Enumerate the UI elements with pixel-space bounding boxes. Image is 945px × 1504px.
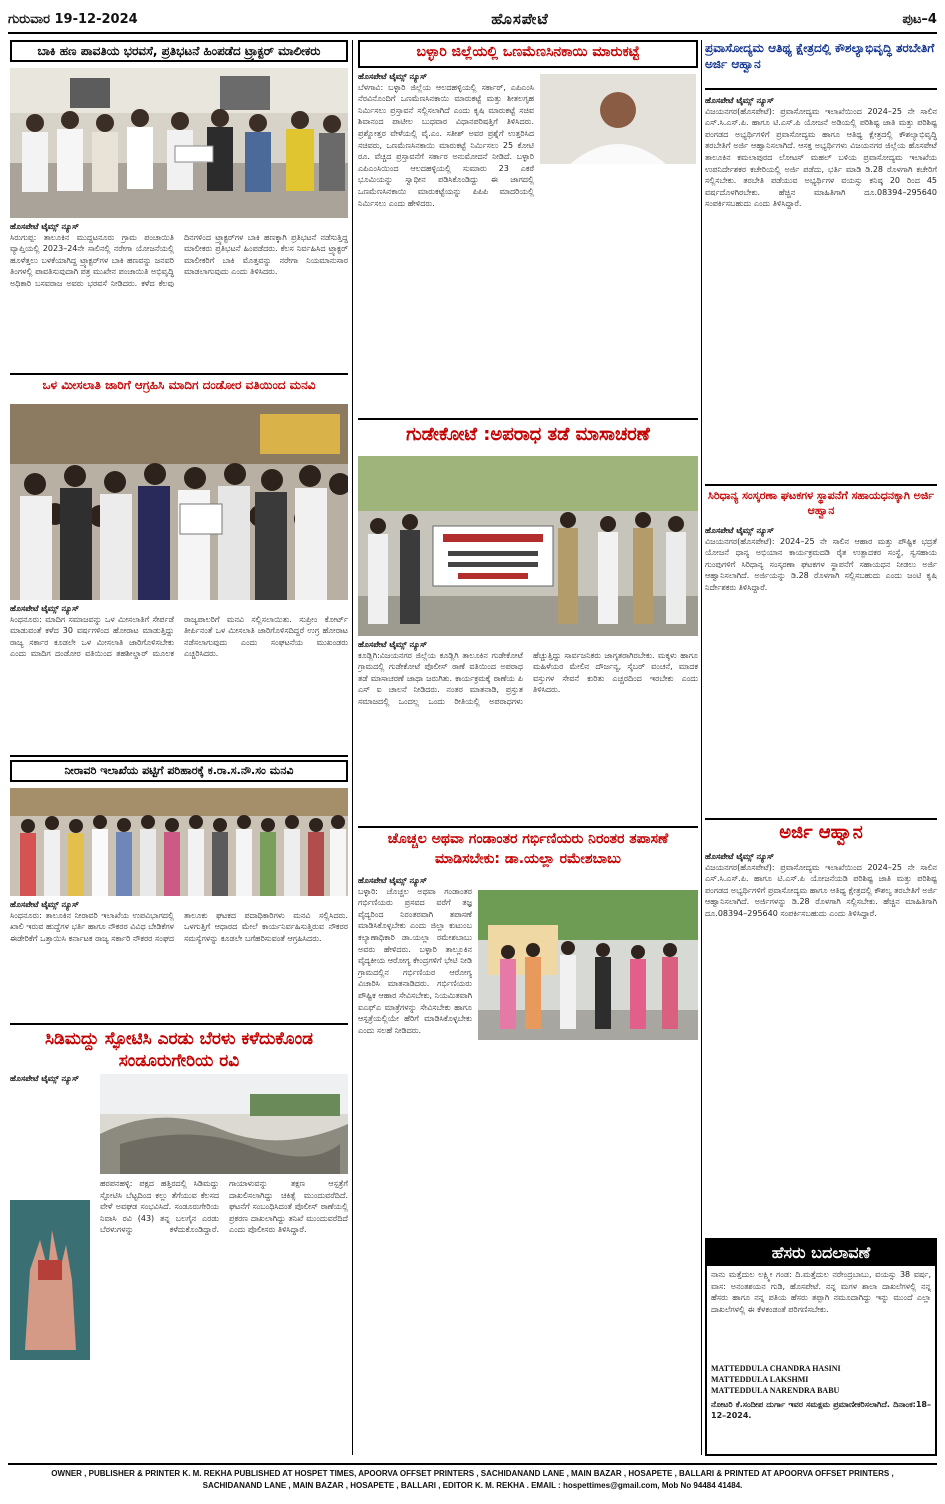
news-photo — [10, 404, 348, 600]
article-millet-units-body — [705, 526, 937, 814]
article-blast-injury-body — [10, 1088, 348, 1453]
byline: ಹೊಸಪೇಟೆ ಟೈಮ್ಸ್ ನ್ಯೂಸ್ — [358, 640, 427, 649]
article-text: ಸಿರುಗುಪ್ಪ: ತಾಲೂಕಿನ ಮುದ್ದಟನೂರು ಗ್ರಾಮ ಪಂಚಾಯಿತಿ ವ್ಯಾಪ್ತಿಯಲ್ಲಿ 2023–24ನೇ ಸಾಲಿನಲ್ಲಿ ನರೇಗಾ ಯೋಜನೆಯಲ್ಲಿ ಹೂಳೆತ್ತಲು ಬಳಕೆಯಾಗಿದ್ದ ಟ್ರ್ಯಾಕ್ಟರ್‌ಗಳ ಬಾಕಿ ಹಣವನ್ನು ಜನವರಿ ತಿಂಗಳಲ್ಲಿ ಪಾವತಿಸುವುದಾಗಿ ಪತ್ರ ಮುಖೇನ ಪಂಚಾಯಿತಿ ಅಭಿವೃದ್ಧಿ ಅಧಿಕಾರಿ ಬಸವರಾಜ ಅವರು ಭರವಸೆ ನೀಡಿದರು. ಕಳೆದ ಕೆಲವು ದಿನಗಳಿಂದ ಟ್ರ್ಯಾಕ್ಟರ್‌ಗಳ ಬಾಕಿ ಹಣಕ್ಕಾಗಿ ಪ್ರತಿಭಟನೆ ನಡೆಸುತ್ತಿದ್ದ ಮಾಲೀಕರು ಪ್ರತಿಭಟನೆ ಹಿಂಪಡೆದರು. ಕೆಲಸ ನಿರ್ವಹಿಸಿದ ಟ್ರ್ಯಾಕ್ಟರ್ ಮಾಲೀಕರಿಗೆ ಬಾಕಿ ಮೊತ್ತವನ್ನು ನರೇಗಾ ನಿಯಮಾನುಸಾರ ಮಾಡಲಾಗುವುದು ಎಂದು ತಿಳಿಸಿದರು. — [10, 232, 348, 288]
notice-name: MATTEDDULA CHANDRA HASINI — [711, 1364, 841, 1373]
article-separator — [358, 418, 698, 420]
article-tractor-owners-body — [10, 222, 348, 370]
byline: ಹೊಸಪೇಟೆ ಟೈಮ್ಸ್ ನ್ಯೂಸ್ — [10, 1074, 79, 1083]
byline: ಹೊಸಪೇಟೆ ಟೈಮ್ಸ್ ನ್ಯೂಸ್ — [358, 876, 427, 885]
article-text: ಸಿಂಧನೂರು: ತಾಲೂಕಿನ ನೀರಾವರಿ ಇಲಾಖೆಯ ಉಪವಿಭಾಗದಲ್ಲಿ ಖಾಲಿ ಇರುವ ಹುದ್ದೆಗಳ ಭರ್ತಿ ಹಾಗೂ ನೌಕರರ ವಿವಿಧ ಬೇಡಿಕೆಗಳ ಈಡೇರಿಕೆಗೆ ಒತ್ತಾಯಿಸಿ ಕರ್ನಾಟಕ ರಾಜ್ಯ ಸರ್ಕಾರಿ ನೌಕರರ ಸಂಘದ ತಾಲೂಕು ಘಟಕದ ಪದಾಧಿಕಾರಿಗಳು ಮನವಿ ಸಲ್ಲಿಸಿದರು. ಒಳಗುತ್ತಿಗೆ ಆಧಾರದ ಮೇಲೆ ಕಾರ್ಯನಿರ್ವಹಿಸುತ್ತಿರುವ ನೌಕರರ ಸಮಸ್ಯೆಗಳನ್ನು ಕೂಡಲೇ ಬಗೆಹರಿಸುವಂತೆ ಆಗ್ರಹಿಸಿದರು. — [10, 910, 348, 943]
byline: ಹೊಸಪೇಟೆ ಟೈಮ್ಸ್ ನ್ಯೂಸ್ — [705, 852, 774, 861]
headline: ಬಳ್ಳಾರಿ ಜಿಲ್ಲೆಯಲ್ಲಿ ಒಣಮೆಣಸಿನಕಾಯಿ ಮಾರುಕಟ್ಟೆ — [358, 40, 698, 68]
article-separator — [358, 826, 698, 828]
news-photo — [358, 456, 698, 636]
article-blast-injury — [10, 1028, 348, 1072]
article-pregnant-checkup — [358, 830, 698, 870]
issue-date: ಗುರುವಾರ 19-12-2024 — [8, 11, 138, 27]
headline: ಚೊಚ್ಚಲ ಅಥವಾ ಗಂಡಾಂತರ ಗರ್ಭಿಣಿಯರು ನಿರಂತರ ತಪಾಸಣೆ ಮಾಡಿಸಬೇಕು: ಡಾ.ಯಲ್ಲಾ ರಮೇಶಬಾಬು — [387, 831, 669, 867]
article-millet-units — [705, 488, 937, 522]
photo-group-memorandum — [10, 404, 348, 600]
imprint-line: OWNER , PUBLISHER & PRINTER K. M. REKHA PUBLISHED AT HOSPET TIMES, APOORVA OFFSET PRINTERS , SACHIDANAND LANE , MAIN BAZAR , HOSAPETE , BALLARI & PRINTED AT APOORVA OFFSET PRINTERS , — [51, 1469, 894, 1478]
headline: ಬಾಕಿ ಹಣ ಪಾವತಿಯ ಭರವಸೆ, ಪ್ರತಿಭಟನೆ ಹಿಂಪಡೆದ ಟ್ರ್ಯಾಕ್ಟರ್ ಮಾಲೀಕರು — [10, 40, 348, 62]
article-madiga-dandora-body — [10, 604, 348, 752]
news-photo — [10, 788, 348, 896]
article-text: ವಿಜಯನಗರ(ಹೊಸಪೇಟೆ): 2024–25 ನೇ ಸಾಲಿನ ಆಹಾರ ಮತ್ತು ಪೌಷ್ಟಿಕ ಭದ್ರತೆ ಯೋಜನೆ ಧಾನ್ಯ ಅಭಿಯಾನ ಕಾರ್ಯಕ್ರಮದಡಿ ರೈತ ಉತ್ಪಾದಕರ ಸಂಸ್ಥೆ, ಸ್ವಸಹಾಯ ಗುಂಪುಗಳಿಗೆ ಸಿರಿಧಾನ್ಯ ಸಂಸ್ಕರಣಾ ಘಟಕಗಳ ಸ್ಥಾಪನೆಗೆ ಸಹಾಯಧನ ನೀಡಲು ಅರ್ಜಿ ಆಹ್ವಾನಿಸಲಾಗಿದೆ. ಅರ್ಜಿಯನ್ನು ಡಿ.28 ರೊಳಗಾಗಿ ಸಲ್ಲಿಸಬಹುದು ಎಂದು ಜಂಟಿ ಕೃಷಿ ನಿರ್ದೇಶಕರು ತಿಳಿಸಿದ್ದಾರೆ. — [705, 536, 937, 592]
article-tourism-training-body — [705, 96, 937, 481]
news-photo — [10, 68, 348, 218]
page-header — [8, 6, 937, 34]
paper-name: ಹೊಸಪೇಟೆ — [491, 10, 549, 28]
imprint-footer — [8, 1463, 937, 1497]
headline: ಸಿರಿಧಾನ್ಯ ಸಂಸ್ಕರಣಾ ಘಟಕಗಳ ಸ್ಥಾಪನೆಗೆ ಸಹಾಯಧನಕ್ಕಾಗಿ ಅರ್ಜಿ ಆಹ್ವಾನ — [707, 489, 935, 518]
notice-heading: ಹೆಸರು ಬದಲಾವಣೆ — [707, 1240, 935, 1266]
notice-name: MATTEDDULA LAKSHMI — [711, 1375, 809, 1385]
byline: ಹೊಸಪೇಟೆ ಟೈಮ್ಸ್ ನ್ಯೂಸ್ — [10, 604, 79, 613]
article-text: ವಿಜಯನಗರ(ಹೊಸಪೇಟೆ): ಪ್ರವಾಸೋದ್ಯಮ ಇಲಾಖೆಯಿಂದ 2024–25 ನೇ ಸಾಲಿನ ಎಸ್.ಸಿ.ಎಸ್.ಪಿ. ಹಾಗೂ ಟಿ.ಎಸ್.ಪಿ ಯೋಜನೆ ಅಡಿಯಲ್ಲಿ ಪರಿಶಿಷ್ಟ ಜಾತಿ ಮತ್ತು ಪರಿಶಿಷ್ಟ ಪಂಗಡದ ಅಭ್ಯರ್ಥಿಗಳಿಗೆ ಪ್ರವಾಸೋದ್ಯಮ ಹಾಗೂ ಆತಿಥ್ಯ ಕ್ಷೇತ್ರದಲ್ಲಿ ಕೌಶಲ್ಯಾಭಿವೃದ್ಧಿ ತರಬೇತಿಗೆ ಅರ್ಜಿ ಆಹ್ವಾನಿಸಲಾಗಿದೆ. ಆಸಕ್ತ ಅಭ್ಯರ್ಥಿಗಳು ವಿಜಯನಗರ ಜಿಲ್ಲೆಯ ಹೊಸಪೇಟೆ ತಾಲೂಕಿನ ಕಮಲಾಪುರದ ಲೋಟಸ್ ಮಹಲ್ ಬಳಿಯ ಪ್ರವಾಸೋದ್ಯಮ ಇಲಾಖೆಯ ಉಪನಿರ್ದೇಶಕರ ಕಚೇರಿಯಲ್ಲಿ ಅರ್ಜಿ ಪಡೆದು, ಭರ್ತಿ ಮಾಡಿ ಡಿ.28 ರೊಳಗಾಗಿ ಕಚೇರಿಗೆ ಸಲ್ಲಿಸಬೇಕು. ತರಬೇತಿ ಪಡೆಯುವ ಅಭ್ಯರ್ಥಿಗಳ ವಯಸ್ಸು ಕನಿಷ್ಠ 20 ರಿಂದ 45 ವರ್ಷದೊಳಗಿರಬೇಕು. ಹೆಚ್ಚಿನ ಮಾಹಿತಿಗಾಗಿ ದೂ.08394–295640 ಸಂಪರ್ಕಿಸಬಹುದು ಎಂದು ತಿಳಿಸಿದ್ದಾರೆ. — [705, 106, 937, 209]
notice-closing: ನೋಟರಿ ಕೆ.ಸಂದೀಪ ದುರ್ಗಾ ಇವರ ಸಮಕ್ಷಮ ಪ್ರಮಾಣೀಕರಿಸಲಾಗಿದೆ. ದಿನಾಂಕ:18–12–2024. — [711, 1399, 931, 1421]
article-crime-prevention — [358, 424, 698, 450]
article-application-invite-body — [705, 852, 937, 1232]
article-separator — [705, 484, 937, 486]
article-pregnant-checkup-body — [358, 876, 698, 1454]
article-tourism-training — [705, 40, 937, 90]
article-text: ವಿಜಯನಗರ(ಹೊಸಪೇಟೆ): ಪ್ರವಾಸೋದ್ಯಮ ಇಲಾಖೆಯಿಂದ 2024–25 ನೇ ಸಾಲಿನ ಎಸ್.ಸಿ.ಎಸ್.ಪಿ. ಹಾಗೂ ಟಿ.ಎಸ್.ಪಿ ಯೋಜನೆಯಡಿ ಪರಿಶಿಷ್ಟ ಜಾತಿ ಮತ್ತು ಪರಿಶಿಷ್ಟ ಪಂಗಡದ ಅಭ್ಯರ್ಥಿಗಳಿಗೆ ಪ್ರವಾಸೋದ್ಯಮ ಹಾಗೂ ಆತಿಥ್ಯ ಕ್ಷೇತ್ರದಲ್ಲಿ ಕೌಶಲ್ಯ ತರಬೇತಿಗೆ ಅರ್ಜಿ ಆಹ್ವಾನಿಸಲಾಗಿದೆ. ಅರ್ಜಿಗಳನ್ನು ಡಿ.28 ರೊಳಗಾಗಿ ಸಲ್ಲಿಸಬೇಕು. ಹೆಚ್ಚಿನ ಮಾಹಿತಿಗಾಗಿ ದೂ.08394–295640 ಸಂಪರ್ಕಿಸಬಹುದು ಎಂದು ತಿಳಿಸಿದ್ದಾರೆ. — [705, 862, 937, 918]
headline: ಗುಡೇಕೋಟೆ :ಅಪರಾಧ ತಡೆ ಮಾಸಾಚರಣೆ — [406, 424, 650, 445]
article-irrigation-staff — [10, 760, 348, 782]
article-chilli-market — [358, 40, 698, 68]
headline: ಒಳ ಮೀಸಲಾತಿ ಜಾರಿಗೆ ಆಗ್ರಹಿಸಿ ಮಾದಿಗ ದಂಡೋರ ವತಿಯಿಂದ ಮನವಿ — [42, 378, 316, 392]
photo-staff-group — [10, 788, 348, 896]
article-text: ಬಳ್ಳಾರಿ: ಚೊಚ್ಚಲ ಅಥವಾ ಗಂಡಾಂತರ ಗರ್ಭಿಣಿಯರು ಪ್ರಸವದ ವರೆಗೆ ತಜ್ಞ ವೈದ್ಯರಿಂದ ನಿರಂತರವಾಗಿ ತಪಾಸಣೆ ಮಾಡಿಸಿಕೊಳ್ಳಬೇಕು ಎಂದು ಜಿಲ್ಲಾ ಕುಟುಂಬ ಕಲ್ಯಾಣಾಧಿಕಾರಿ ಡಾ.ಯಲ್ಲಾ ರಮೇಶಬಾಬು ಅವರು ಹೇಳಿದರು. ಬಳ್ಳಾರಿ ತಾಲ್ಲೂಕಿನ ವೈದ್ಯಕೀಯ ಆರೋಗ್ಯ ಕೇಂದ್ರಗಳಿಗೆ ಭೇಟಿ ನೀಡಿ ಗ್ರಾಮದಲ್ಲಿನ ಗರ್ಭಿಣಿಯರ ಆರೋಗ್ಯ ವಿಚಾರಿಸಿ ಮಾತನಾಡಿದರು. ಗರ್ಭಿಣಿಯರು ಪೌಷ್ಟಿಕ ಆಹಾರ ಸೇವಿಸಬೇಕು, ನಿಯಮಿತವಾಗಿ ಐಎಫ್‌ಎ ಮಾತ್ರೆಗಳನ್ನು ಸೇವಿಸಬೇಕು ಹಾಗೂ ಆಸ್ಪತ್ರೆಯಲ್ಲಿಯೇ ಹೆರಿಗೆ ಮಾಡಿಸಿಕೊಳ್ಳಬೇಕು ಎಂದು ಸಲಹೆ ನೀಡಿದರು. — [358, 886, 472, 1035]
page-number: ಪುಟ–4 — [902, 11, 937, 27]
headline: ನೀರಾವರಿ ಇಲಾಖೆಯ ಪಟ್ಟಿಗೆ ಪರಿಹಾರಕ್ಕೆ ಕ.ರಾ.ಸ.ನೌ.ಸಂ ಮನವಿ — [10, 760, 348, 782]
column-divider — [352, 40, 353, 1455]
byline: ಹೊಸಪೇಟೆ ಟೈಮ್ಸ್ ನ್ಯೂಸ್ — [358, 72, 427, 81]
notice-text: ನಾನು ಮತ್ತೆದುಲ ಲಕ್ಷ್ಮೀ ಗಂಡ: ದಿ.ಮತ್ತೆದುಲ ನರೇಂದ್ರಬಾಬು, ವಯಸ್ಸು 38 ವರ್ಷ, ವಾಸ: ಅನಂತಶಯನ ಗುಡಿ, ಹೊಸಪೇಟೆ. ನನ್ನ ಮಗಳ ಶಾಲಾ ದಾಖಲೆಗಳಲ್ಲಿ ನನ್ನ ಹೆಸರು ಹಾಗೂ ನನ್ನ ಪತಿಯ ಹೆಸರು ತಪ್ಪಾಗಿ ನಮೂದಾಗಿದ್ದು ಇನ್ನು ಮುಂದೆ ಎಲ್ಲಾ ದಾಖಲೆಗಳಲ್ಲಿ ಈ ಕೆಳಕಂಡಂತೆ ಪರಿಗಣಿಸಬೇಕು. — [711, 1270, 931, 1314]
article-separator — [705, 818, 937, 820]
article-text: ಕೂಡ್ಲಿಗಿ:ವಿಜಯನಗರ ಜಿಲ್ಲೆಯ ಕೂಡ್ಲಿಗಿ ತಾಲೂಕಿನ ಗುಡೇಕೋಟೆ ಗ್ರಾಮದಲ್ಲಿ ಗುಡೇಕೋಟೆ ಪೊಲೀಸ್ ಠಾಣೆ ವತಿಯಿಂದ ಅಪರಾಧ ತಡೆ ಮಾಸಾಚರಣೆ ಜಾಥಾ ಜರುಗಿತು. ಕಾರ್ಯಕ್ರಮಕ್ಕೆ ಠಾಣೆಯ ಪಿ ಎಸ್ ಐ ಚಾಲನೆ ನೀಡಿದರು. ನಂತರ ಮಾತನಾಡಿ, ಪ್ರಸ್ತುತ ಸಮಾಜದಲ್ಲಿ ಒಂದಲ್ಲ ಒಂದು ರೀತಿಯಲ್ಲಿ ಅಪರಾಧಗಳು ಹೆಚ್ಚುತ್ತಿದ್ದು ಸಾರ್ವಜನಿಕರು ಜಾಗೃತರಾಗಿರಬೇಕು. ಮಕ್ಕಳು ಹಾಗೂ ಮಹಿಳೆಯರ ಮೇಲಿನ ದೌರ್ಜನ್ಯ, ಸೈಬರ್ ವಂಚನೆ, ಮಾದಕ ವಸ್ತುಗಳ ಸೇವನೆ ಕುರಿತು ಎಚ್ಚರದಿಂದ ಇರಬೇಕು ಎಂದು ತಿಳಿಸಿದರು. — [358, 650, 698, 706]
article-separator — [10, 755, 348, 757]
byline: ಹೊಸಪೇಟೆ ಟೈಮ್ಸ್ ನ್ಯೂಸ್ — [705, 526, 774, 535]
byline: ಹೊಸಪೇಟೆ ಟೈಮ್ಸ್ ನ್ಯೂಸ್ — [10, 222, 79, 231]
article-irrigation-staff-body — [10, 900, 348, 1020]
article-chilli-market-body — [358, 72, 698, 412]
column-divider — [701, 40, 702, 1455]
headline: ಅರ್ಜಿ ಆಹ್ವಾನ — [779, 822, 863, 843]
headline: ಸಿಡಿಮದ್ದು ಸ್ಫೋಟಿಸಿ ಎರಡು ಬೆರಳು ಕಳೆದುಕೊಂಡ ಸಂಡೂರುಗೇರಿಯ ರವಿ — [45, 1029, 313, 1072]
photo-rally-banner — [358, 456, 698, 636]
article-text: ಹರಪನಹಳ್ಳಿ: ಪಕ್ಷದ ಹತ್ತಿರದಲ್ಲಿ ಸಿಡಿಮದ್ದು ಸ್ಫೋಟಿಸಿ ಬೆಟ್ಟದಿಂದ ಕಲ್ಲು ತೆಗೆಯುವ ಕೆಲಸದ ವೇಳೆ ಅವಘಡ ಸಂಭವಿಸಿದೆ. ಸಂಡೂರುಗೇರಿಯ ನಿವಾಸಿ ರವಿ (43) ತನ್ನ ಬಲಗೈನ ಎರಡು ಬೆರಳುಗಳನ್ನು ಕಳೆದುಕೊಂಡಿದ್ದಾರೆ. ಗಾಯಾಳುವನ್ನು ತಕ್ಷಣ ಆಸ್ಪತ್ರೆಗೆ ದಾಖಲಿಸಲಾಗಿದ್ದು ಚಿಕಿತ್ಸೆ ಮುಂದುವರೆದಿದೆ. ಘಟನೆಗೆ ಸಂಬಂಧಿಸಿದಂತೆ ಪೊಲೀಸ್ ಠಾಣೆಯಲ್ಲಿ ಪ್ರಕರಣ ದಾಖಲಾಗಿದ್ದು ತನಿಖೆ ಮುಂದುವರೆದಿದೆ ಎಂದು ಪೊಲೀಸರು ತಿಳಿಸಿದ್ದಾರೆ. — [100, 1179, 348, 1235]
article-application-invite — [705, 822, 937, 848]
article-tractor-owners — [10, 40, 348, 62]
article-madiga-dandora — [10, 378, 348, 400]
notice-name-change — [705, 1238, 937, 1456]
article-separator — [10, 1023, 348, 1025]
notice-name: MATTEDDULA NARENDRA BABU — [711, 1386, 840, 1396]
headline: ಪ್ರವಾಸೋದ್ಯಮ ಆತಿಥ್ಯ ಕ್ಷೇತ್ರದಲ್ಲಿ ಕೌಶಲ್ಯಾಭಿವೃದ್ಧಿ ತರಬೇತಿಗೆ ಅರ್ಜಿ ಆಹ್ವಾನ — [705, 40, 937, 90]
byline: ಹೊಸಪೇಟೆ ಟೈಮ್ಸ್ ನ್ಯೂಸ್ — [705, 96, 774, 105]
article-crime-prevention-body — [358, 640, 698, 820]
photo-group-handing-letter — [10, 68, 348, 218]
imprint-line: SACHIDANAND LANE , MAIN BAZAR , HOSAPETE , BALLARI , EDITOR K. M. REKHA . EMAIL : hospettimes@gmail.com, Mob No 94484 41484. — [202, 1481, 743, 1491]
article-separator — [10, 373, 348, 375]
article-text: ಬೆಳಗಾವಿ: ಬಳ್ಳಾರಿ ಜಿಲ್ಲೆಯ ಆಲದಹಳ್ಳಿಯಲ್ಲಿ ಸರ್ಕಾರ್, ಎಪಿಎಂಸಿ ನೆರವಿನೊಂದಿಗೆ ಒಣಮೆಣಸಿನಕಾಯಿ ಮಾರುಕಟ್ಟೆ ಮತ್ತು ಶೀತಲಗೃಹ ನಿರ್ಮಿಸಲು ಪ್ರಸ್ತಾವನೆ ಸಲ್ಲಿಸಲಾಗಿದೆ ಎಂದು ಕೃಷಿ ಮಾರುಕಟ್ಟೆ ಸಚಿವ ಶಿವಾನಂದ ಪಾಟೀಲ ಬುಧವಾರ ವಿಧಾನಪರಿಷತ್ತಿಗೆ ತಿಳಿಸಿದರು. ಪ್ರಶ್ನೋತ್ತರ ವೇಳೆಯಲ್ಲಿ ವೈ.ಎಂ. ಸತೀಶ್ ಅವರ ಪ್ರಶ್ನೆಗೆ ಉತ್ತರಿಸಿದ ಸಚಿವರು, ಒಣಮೆಣಸಿನಕಾಯಿ ಮಾರುಕಟ್ಟೆ ನಿರ್ಮಿಸಲು 25 ಕೋಟಿ ರೂ. ವೆಚ್ಚದ ಪ್ರಸ್ತಾವನೆಗೆ ಸರ್ಕಾರ ಅನುಮೋದನೆ ನೀಡಿದೆ. ಬಳ್ಳಾರಿ ಎಪಿಎಂಸಿಯಿಂದ ಆಲದಹಳ್ಳಿಯಲ್ಲಿ ಸುಮಾರು 23 ಎಕರೆ ಭೂಮಿಯನ್ನು ಸ್ವಾಧೀನ ಪಡಿಸಿಕೊಂಡಿದ್ದು ಈ ಜಾಗದಲ್ಲಿ ಒಣಮೆಣಸಿನಕಾಯಿ ಮಾರುಕಟ್ಟೆಯನ್ನು ಪಿಪಿಪಿ ಮಾದರಿಯಲ್ಲಿ ನಿರ್ಮಿಸಲು ಎಂದು ಹೇಳಿದರು. — [358, 82, 534, 208]
byline: ಹೊಸಪೇಟೆ ಟೈಮ್ಸ್ ನ್ಯೂಸ್ — [10, 900, 79, 909]
article-text: ಸಿಂಧನೂರು: ಮಾದಿಗ ಸಮಾಜವನ್ನು ಒಳ ಮೀಸಲಾತಿಗೆ ಸೇರ್ಪಡೆ ಮಾಡುವಂತೆ ಕಳೆದ 30 ವರ್ಷಗಳಿಂದ ಹೋರಾಟ ಮಾಡುತ್ತಿದ್ದು ರಾಜ್ಯ ಸರ್ಕಾರ ಕೂಡಲೇ ಒಳ ಮೀಸಲಾತಿ ಜಾರಿಗೊಳಿಸಬೇಕು ಎಂದು ಮಾದಿಗ ದಂಡೋರ ವತಿಯಿಂದ ತಹಶೀಲ್ದಾರ್ ಮೂಲಕ ರಾಜ್ಯಪಾಲರಿಗೆ ಮನವಿ ಸಲ್ಲಿಸಲಾಯಿತು. ಸುಪ್ರೀಂ ಕೋರ್ಟ್ ತೀರ್ಪಿನಂತೆ ಒಳ ಮೀಸಲಾತಿ ಜಾರಿಗೊಳಿಸದಿದ್ದರೆ ಉಗ್ರ ಹೋರಾಟ ನಡೆಸಲಾಗುವುದು ಎಂದು ಸಂಘಟನೆಯ ಮುಖಂಡರು ಎಚ್ಚರಿಸಿದರು. — [10, 614, 348, 659]
